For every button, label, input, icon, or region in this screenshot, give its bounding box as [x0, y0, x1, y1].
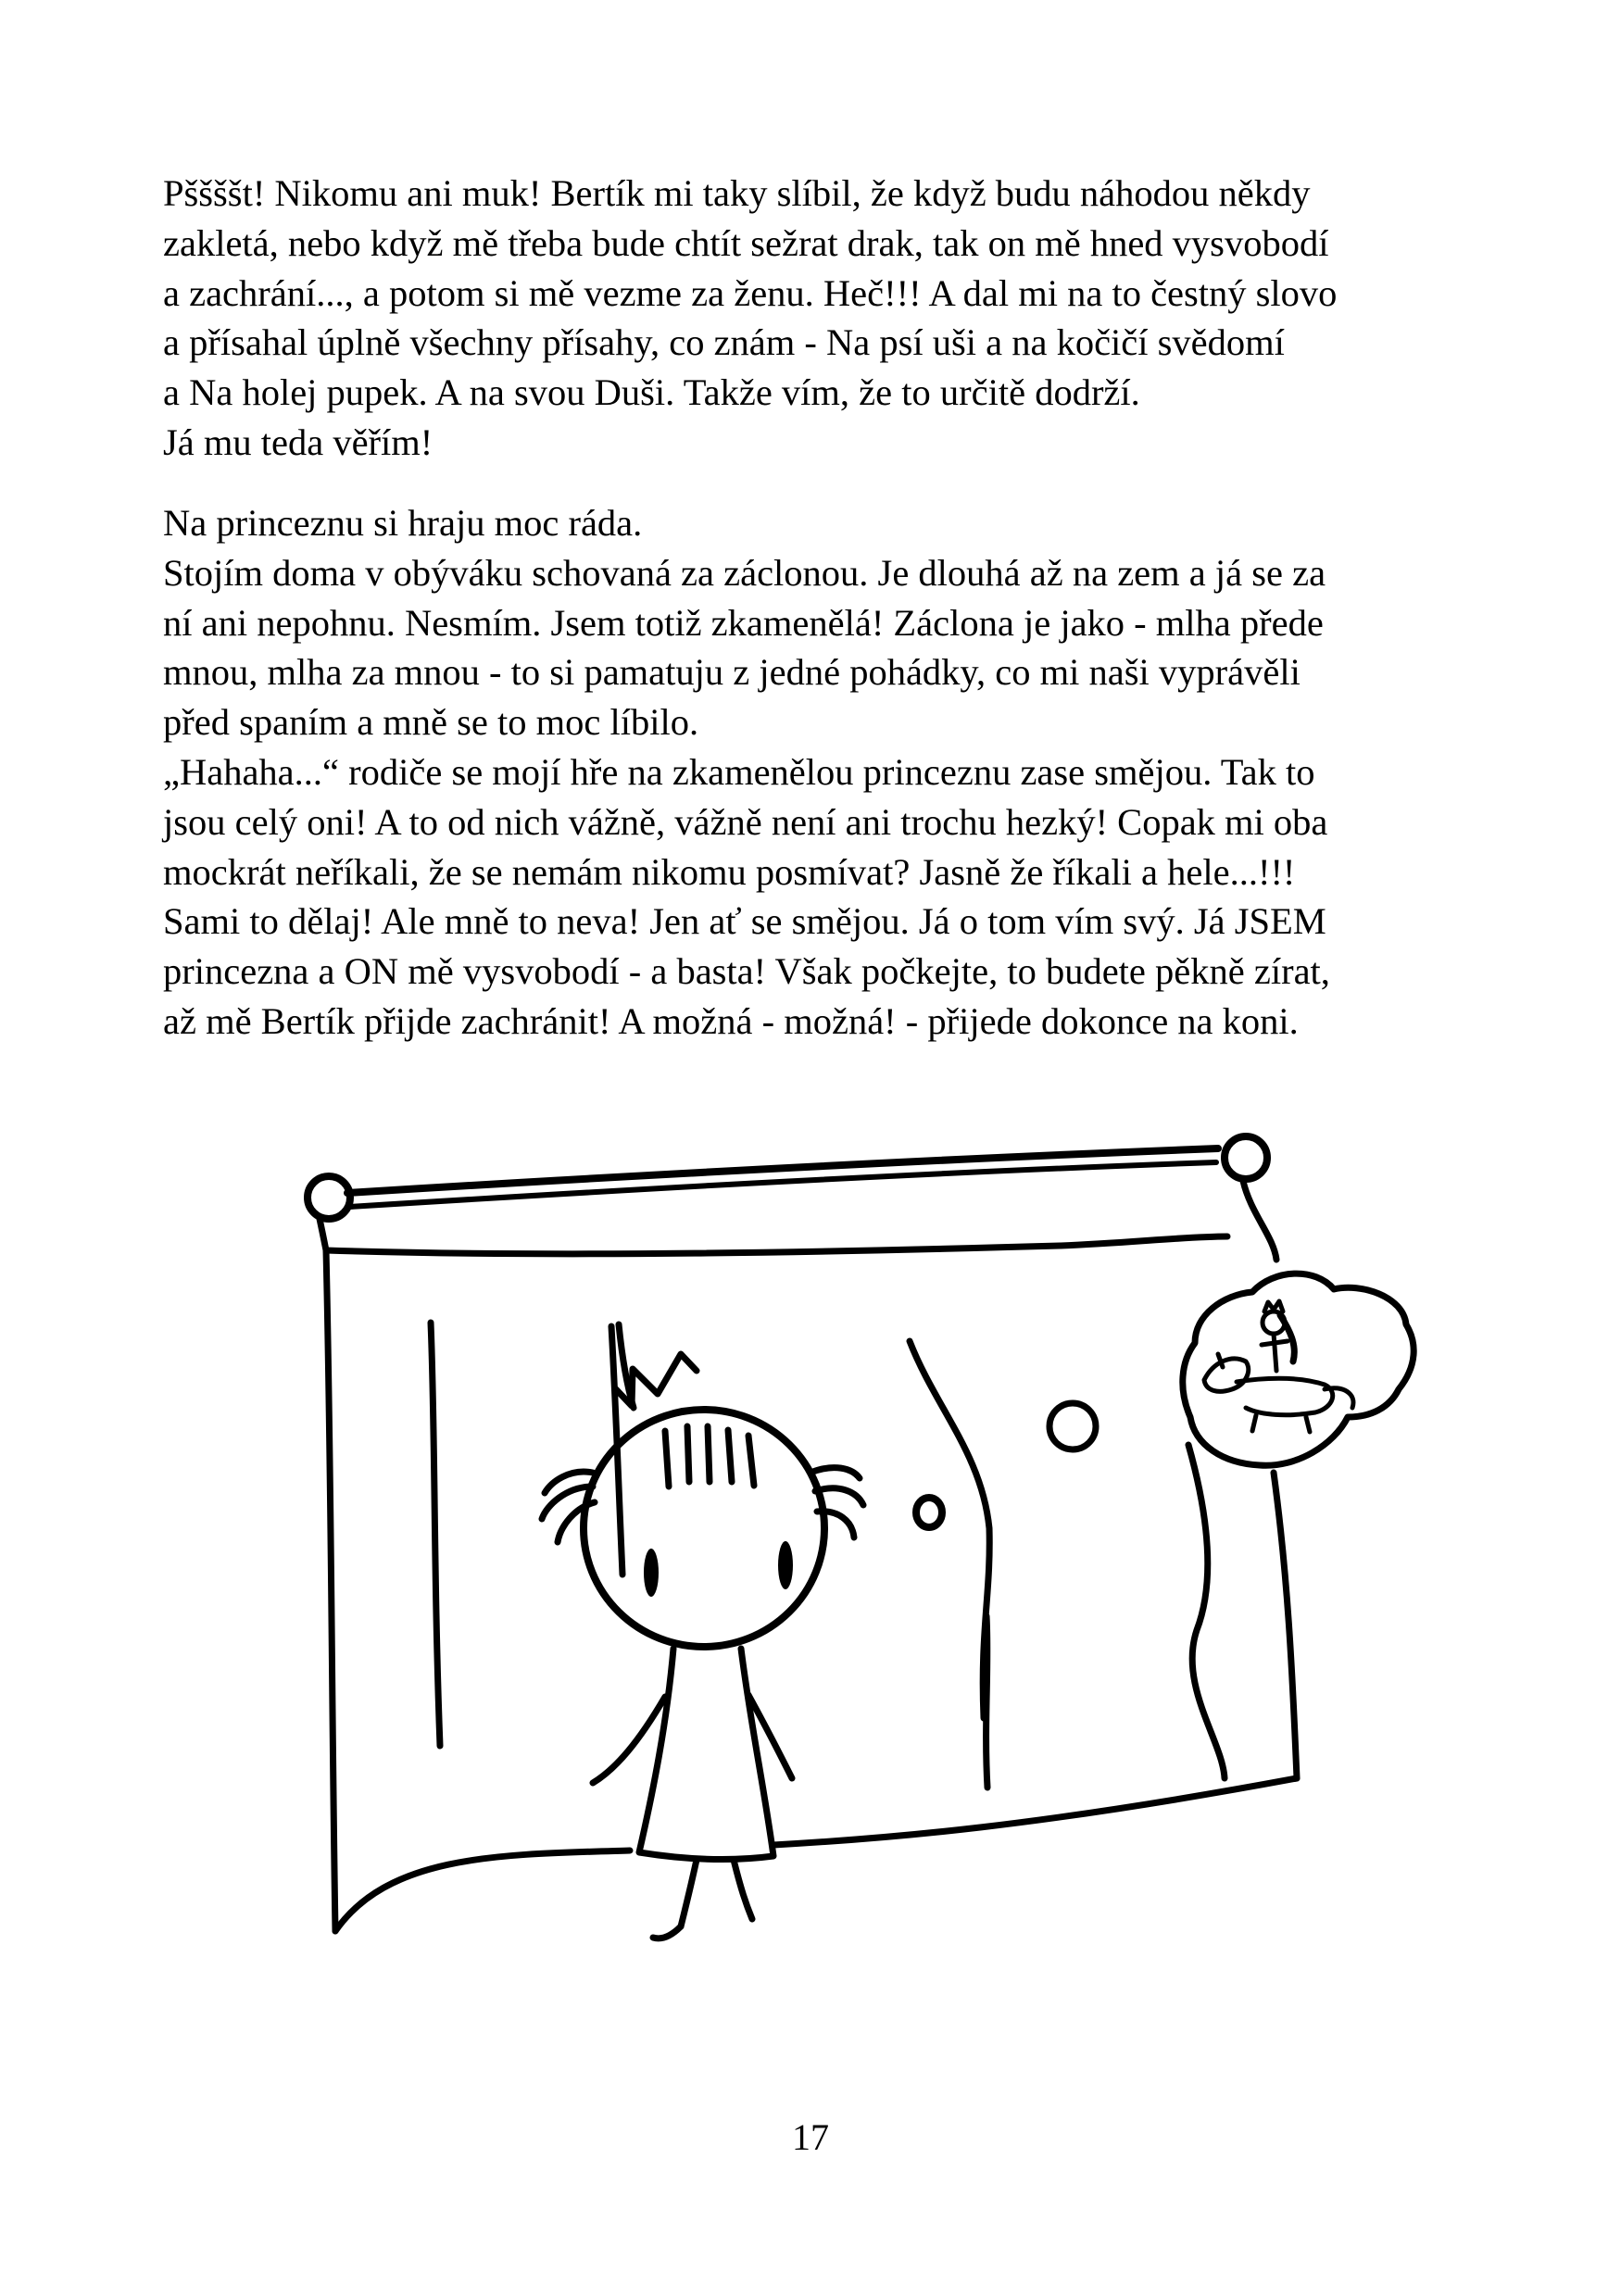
text-line: mnou, mlha za mnou - to si pamatuju z jedné pohádky, co mi naši vyprávěli	[163, 651, 1301, 694]
text-line: před spaním a mně se to moc líbilo.	[163, 701, 699, 744]
text-line: Stojím doma v obýváku schovaná za záclonou. Je dlouhá až na zem a já se za	[163, 551, 1326, 594]
text-line: a Na holej pupek. A na svou Duši. Takže vím, že to určitě dodrží.	[163, 371, 1140, 414]
text-line: Na princeznu si hraju moc ráda.	[163, 502, 643, 544]
curtain-rod	[308, 1136, 1267, 1219]
princess-eye	[778, 1541, 793, 1589]
text-line: Já mu teda věřím!	[163, 420, 434, 463]
horse-figure	[1204, 1354, 1353, 1432]
text-line: a přísahal úplně všechny přísahy, co znám - Na psí uši a na kočičí svědomí	[163, 321, 1285, 364]
princess-eye	[644, 1549, 659, 1597]
page-number: 17	[792, 2116, 829, 2158]
text-line: Sami to dělaj! Ale mně to neva! Jen ať se smějou. Já o tom vím svý. Já JSEM	[163, 900, 1326, 943]
text-line: ní ani nepohnu. Nesmím. Jsem totiž zkamenělá! Záclona je jako - mlha přede	[163, 601, 1324, 644]
text-line: „Hahaha...“ rodiče se mojí hře na zkamenělou princeznu zase smějou. Tak to	[163, 750, 1315, 793]
thought-cloud	[1183, 1273, 1414, 1465]
text-line: a zachrání..., a potom si mě vezme za ženu. Heč!!! A dal mi na to čestný slovo	[163, 271, 1338, 314]
text-line: zakletá, nebo když mě třeba bude chtít sežrat drak, tak on mě hned vysvobodí	[163, 221, 1329, 264]
curtain-dot	[1049, 1403, 1096, 1449]
rod-finial-left	[308, 1176, 350, 1219]
rod-finial-right	[1225, 1136, 1267, 1179]
text-line: princezna a ON mě vysvobodí - a basta! Však počkejte, to budete pěkně zírat,	[163, 950, 1330, 993]
princess-dress	[639, 1649, 773, 1859]
text-line: jsou celý oni! A to od nich vážně, vážně není ani trochu hezký! Copak mi oba	[163, 800, 1328, 843]
text-line: mockrát neříkali, že se nemám nikomu posmívat? Jasně že říkali a hele...!!!	[163, 850, 1296, 893]
princess-figure	[542, 1324, 863, 1938]
text-line: až mě Bertík přijde zachránit! A možná - možná! - přijede dokonce na koni.	[163, 999, 1299, 1042]
text-line: Pššššt! Nikomu ani muk! Bertík mi taky slíbil, že když budu náhodou někdy	[163, 172, 1311, 214]
prince-figure	[1262, 1301, 1288, 1371]
curtain-dot	[916, 1498, 942, 1527]
curtain	[320, 1181, 1297, 1931]
